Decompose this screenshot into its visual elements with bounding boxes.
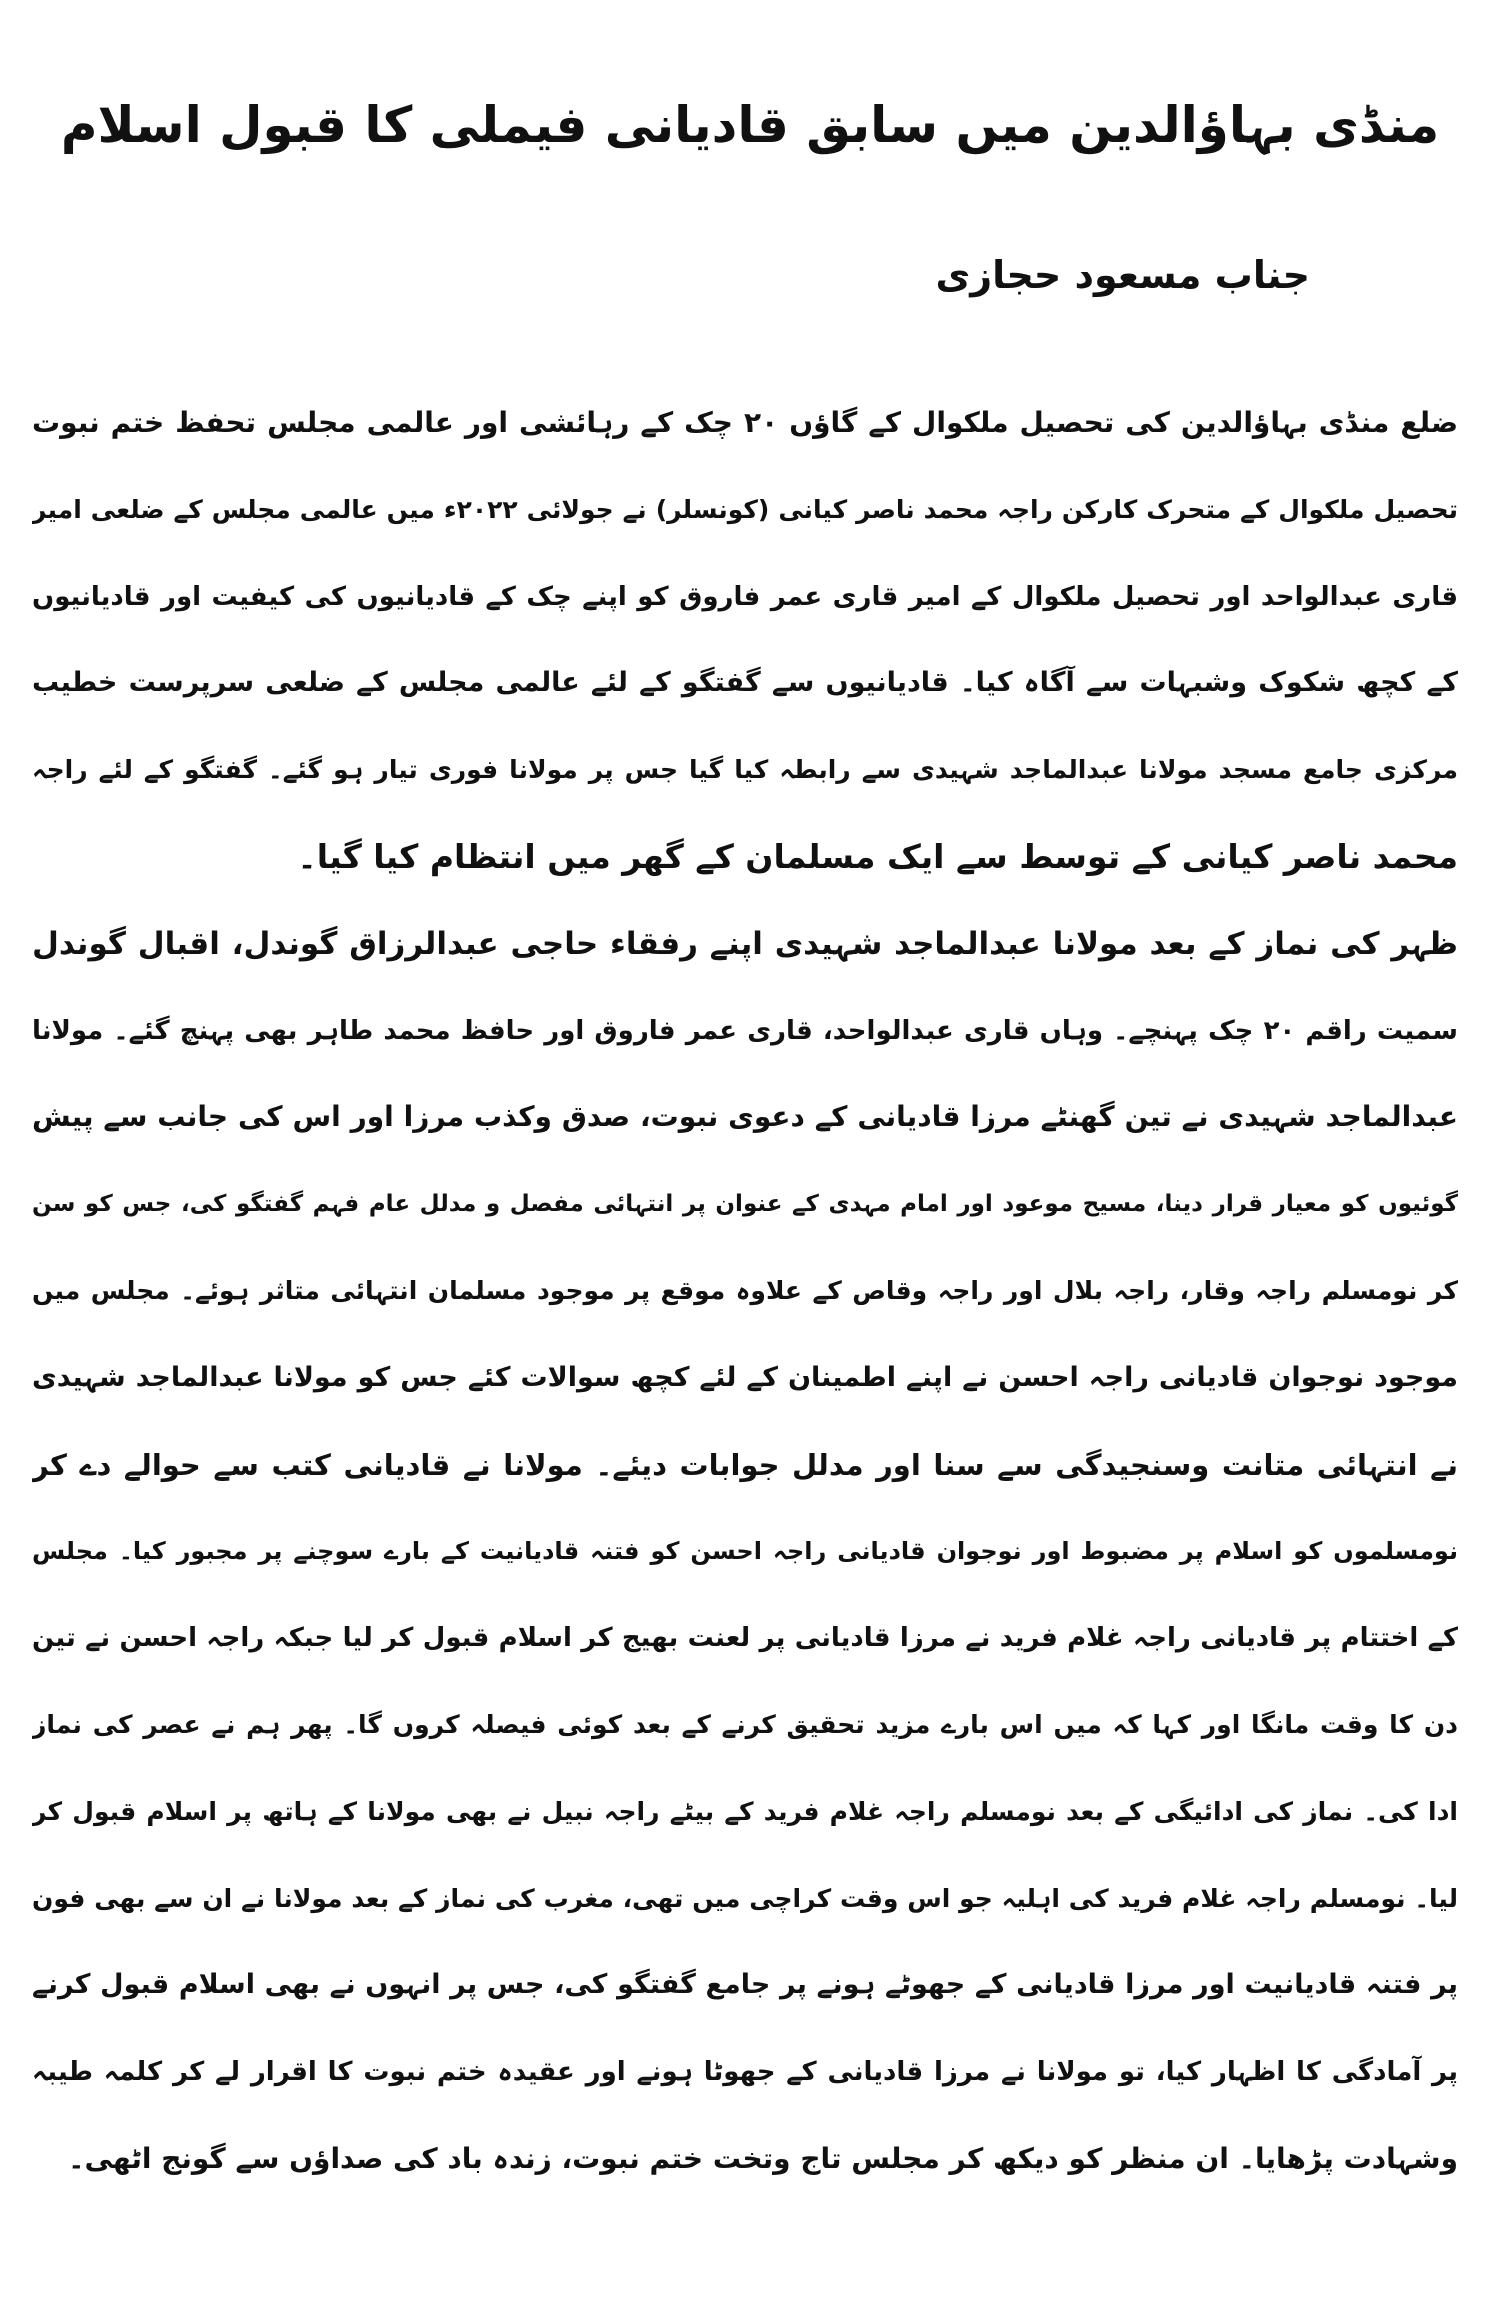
body-line: مرکزی جامع مسجد مولانا عبدالماجد شہیدی سے رابطہ کیا گیا جس پر مولانا فوری تیار ہو گئے۔ گفتگو کے لئے راجہ: [32, 755, 1458, 785]
body-line: ظہر کی نماز کے بعد مولانا عبدالماجد شہیدی اپنے رفقاء حاجی عبدالرزاق گوندل، اقبال گوندل: [32, 925, 1458, 962]
body-line: تحصیل ملکوال کے متحرک کارکن راجہ محمد ناصر کیانی (کونسلر) نے جولائی ۲۰۲۲ء میں عالمی مجلس کے ضلعی امیر: [32, 494, 1458, 524]
body-line: پر فتنہ قادیانیت اور مرزا قادیانی کے جھوٹے ہونے پر جامع گفتگو کی، جس پر انہوں نے بھی اسلام قبول کرنے: [32, 1969, 1458, 2001]
body-line: موجود نوجوان قادیانی راجہ احسن نے اپنے اطمینان کے لئے کچھ سوالات کئے جس کو مولانا عبدالماجد شہیدی: [32, 1361, 1458, 1393]
body-line: محمد ناصر کیانی کے توسط سے ایک مسلمان کے گھر میں انتظام کیا گیا۔: [297, 836, 1458, 876]
body-line: ضلع منڈی بہاؤالدین کی تحصیل ملکوال کے گاؤں ۲۰ چک کے رہائشی اور عالمی مجلس تحفظ ختم نبوت: [32, 406, 1458, 439]
body-line: عبدالماجد شہیدی نے تین گھنٹے مرزا قادیانی کے دعوی نبوت، صدق وکذب مرزا اور اس کی جانب سے پیش: [32, 1100, 1458, 1134]
body-line: گوئیوں کو معیار قرار دینا، مسیح موعود اور امام مہدی کے عنوان پر انتہائی مفصل و مدلل عام فہم گفتگو کی، جس کو سن: [32, 1191, 1458, 1218]
article-title: منڈی بہاؤالدین میں سابق قادیانی فیملی کا قبول اسلام: [60, 96, 1440, 154]
body-line: سمیت راقم ۲۰ چک پہنچے۔ وہاں قاری عبدالواحد، قاری عمر فاروق اور حافظ محمد طاہر بھی پہنچ گئے۔ مولانا: [32, 1015, 1458, 1046]
body-line: کے کچھ شکوک وشبہات سے آگاہ کیا۔ قادیانیوں سے گفتگو کے لئے عالمی مجلس کے ضلعی سرپرست خطیب: [32, 667, 1458, 699]
body-line: وشہادت پڑھایا۔ ان منظر کو دیکھ کر مجلس تاج وتخت ختم نبوت، زندہ باد کی صداؤں سے گونج اٹھی۔: [68, 2141, 1458, 2175]
body-line: قاری عبدالواحد اور تحصیل ملکوال کے امیر قاری عمر فاروق کو اپنے چک کے قادیانیوں کی کیفیت اور قادیانیوں: [32, 581, 1458, 612]
body-line: دن کا وقت مانگا اور کہا کہ میں اس بارے مزید تحقیق کرنے کے بعد کوئی فیصلہ کروں گا۔ پھر ہم نے عصر کی نماز: [32, 1709, 1458, 1739]
body-line: نے انتہائی متانت وسنجیدگی سے سنا اور مدلل جوابات دیئے۔ مولانا نے قادیانی کتب سے حوالے دے کر: [32, 1447, 1458, 1482]
author-byline: جناب مسعود حجازی: [935, 253, 1310, 297]
body-line: کے اختتام پر قادیانی راجہ غلام فرید نے مرزا قادیانی پر لعنت بھیج کر اسلام قبول کر لیا جبکہ راجہ احسن نے تین: [32, 1623, 1458, 1654]
body-line: لیا۔ نومسلم راجہ غلام فرید کی اہلیہ جو اس وقت کراچی میں تھی، مغرب کی نماز کے بعد مولانا نے ان سے بھی فون: [32, 1883, 1458, 1913]
body-line: کر نومسلم راجہ وقار، راجہ بلال اور راجہ وقاص کے علاوہ موقع پر موجود مسلمان انتہائی متاثر ہوئے۔ مجلس میں: [32, 1275, 1458, 1305]
body-line: نومسلموں کو اسلام پر مضبوط اور نوجوان قادیانی راجہ احسن کو فتنہ قادیانیت کے بارے سوچنے پر مجبور کیا۔ مجلس: [32, 1537, 1458, 1566]
article-body: [32, 380, 1458, 2203]
body-line: پر آمادگی کا اظہار کیا، تو مولانا نے مرزا قادیانی کے جھوٹا ہونے اور عقیدہ ختم نبوت کا اقرار لے کر کلمہ طیبہ: [32, 2057, 1458, 2088]
body-line: ادا کی۔ نماز کی ادائیگی کے بعد نومسلم راجہ غلام فرید کے بیٹے راجہ نبیل نے بھی مولانا کے ہاتھ پر اسلام قبول کر: [32, 1796, 1458, 1826]
